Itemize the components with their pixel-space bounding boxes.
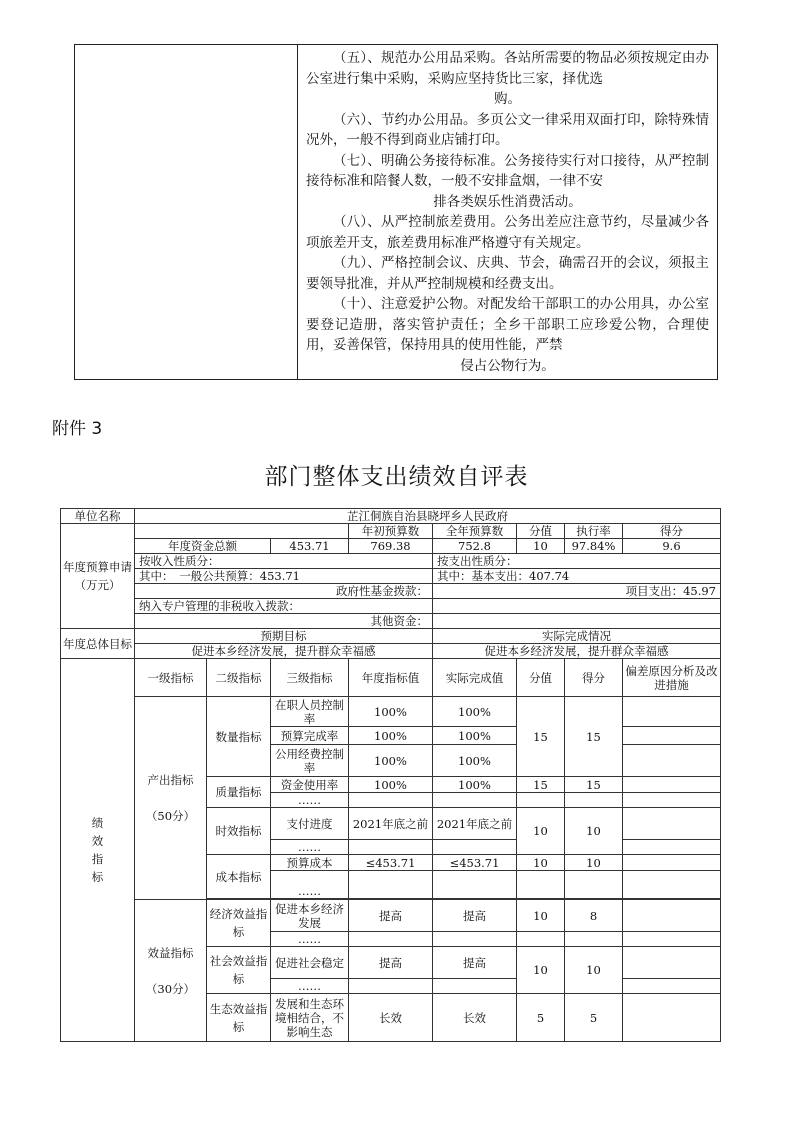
measure-10: （十）、注意爱护公物。对配发给干部职工的办公用具，办公室要登记造册，落实管护责任；全乡干部职工应珍爱公物，合理使用，妥善保管，保持用具的使用性能，严禁 xyxy=(306,296,709,353)
social-score-value: 10 xyxy=(517,947,565,994)
budget-header-blank xyxy=(135,524,349,539)
measure-9: （九）、严格控制会议、庆典、节会，确需召开的会议，须报主要领导批准，并从严控制规模和经费支出。 xyxy=(306,255,709,292)
ind-social-target: 提高 xyxy=(349,947,433,979)
ind-eco-actual: 长效 xyxy=(433,994,517,1042)
ih-score-value: 分值 xyxy=(517,659,565,697)
ind-budget-actual: 100% xyxy=(433,727,517,745)
ind-budget-rate: 预算完成率 xyxy=(271,727,349,745)
dev-1 xyxy=(623,697,721,727)
measure-5: （五）、规范办公用品采购。各站所需要的物品必须按规定由办公室进行集中采购，采购应坚持货比三家，择优选 xyxy=(306,50,709,87)
cell-q-1 xyxy=(349,793,433,808)
dev-12 xyxy=(623,947,721,979)
cell-s-1 xyxy=(349,979,433,994)
blank-b xyxy=(433,614,721,629)
dev-5 xyxy=(623,793,721,808)
ind-social-actual: 提高 xyxy=(433,947,517,979)
ind-fund-usage: 资金使用率 xyxy=(271,777,349,793)
social-score: 10 xyxy=(565,947,623,994)
economic-score: 8 xyxy=(565,900,623,932)
cell-c-4 xyxy=(565,871,623,899)
ind-cost-actual: ≤453.71 xyxy=(433,855,517,871)
goal-actual: 促进本乡经济发展，提升群众幸福感 xyxy=(433,644,721,659)
measure-7: （七）、明确公务接待标准。公务接待实行对口接待，从严控制接待标准和陪餐人数，一般不安排盒烟，一律不安 xyxy=(306,152,709,189)
measure-6: （六）、节约办公用品。多页公文一律采用双面打印，除特殊情况外，一般不得到商业店铺打印。 xyxy=(306,111,709,148)
dev-11 xyxy=(623,932,721,947)
cost-indicator: 成本指标 xyxy=(207,855,271,899)
quantity-score-value: 15 xyxy=(517,697,565,777)
goal-label: 年度总体目标 xyxy=(61,629,135,659)
budget-label: 年度预算申请（万元） xyxy=(61,524,135,629)
cell-c-2 xyxy=(433,871,517,899)
quality-indicator: 质量指标 xyxy=(207,777,271,808)
ind-economic-actual: 提高 xyxy=(433,900,517,932)
ind-eco-target: 长效 xyxy=(349,994,433,1042)
ind-fund-actual: 100% xyxy=(433,777,517,793)
dev-6 xyxy=(623,808,721,840)
eco-score-value: 5 xyxy=(517,994,565,1042)
dev-10 xyxy=(623,900,721,932)
ind-payment-actual: 2021年底之前 xyxy=(433,808,517,840)
ind-public-target: 100% xyxy=(349,745,433,777)
form-title: 部门整体支出绩效自评表 xyxy=(264,464,529,490)
ind-quality-more: …… xyxy=(271,793,349,808)
ih-level1: 一级指标 xyxy=(135,659,207,697)
goal-expected-header: 预期目标 xyxy=(135,629,433,644)
expense-project: 项目支出：45.97 xyxy=(433,584,721,599)
ih-target: 年度指标值 xyxy=(349,659,433,697)
ind-economic: 促进本乡经济发展 xyxy=(271,900,349,932)
total-rate: 97.84% xyxy=(565,539,623,554)
cell-s-2 xyxy=(433,979,517,994)
by-income-label: 按收入性质分： xyxy=(135,554,433,569)
unit-label: 单位名称 xyxy=(61,509,135,524)
total-funds-label: 年度资金总额 xyxy=(135,539,271,554)
ind-cost-more: …… xyxy=(271,871,349,899)
by-expense-label: 按支出性质分： xyxy=(433,554,721,569)
hdr-full-year-budget: 全年预算数 xyxy=(433,524,517,539)
cell-q-2 xyxy=(433,793,517,808)
ind-staff-control: 在职人员控制率 xyxy=(271,697,349,727)
cost-score-value: 10 xyxy=(517,855,565,871)
ih-actual: 实际完成值 xyxy=(433,659,517,697)
ih-level2: 二级指标 xyxy=(207,659,271,697)
dev-2 xyxy=(623,727,721,745)
dev-8 xyxy=(623,855,721,871)
measure-10-end: 侵占公物行为。 xyxy=(460,357,555,374)
cell-c-1 xyxy=(349,871,433,899)
ih-score: 得分 xyxy=(565,659,623,697)
total-exec: 752.8 xyxy=(433,539,517,554)
cell-e-3 xyxy=(517,932,565,947)
cell-c-3 xyxy=(517,871,565,899)
ind-payment-target: 2021年底之前 xyxy=(349,808,433,840)
dev-13 xyxy=(623,979,721,994)
timeliness-score-value: 10 xyxy=(517,808,565,855)
cell-t-1 xyxy=(349,840,433,855)
hdr-score: 得分 xyxy=(623,524,721,539)
hdr-initial-budget: 年初预算数 xyxy=(349,524,433,539)
ind-staff-target: 100% xyxy=(349,697,433,727)
measures-left-cell xyxy=(75,45,298,380)
timeliness-score: 10 xyxy=(565,808,623,855)
quantity-indicator: 数量指标 xyxy=(207,697,271,777)
dev-7 xyxy=(623,840,721,855)
social-indicator: 社会效益指标 xyxy=(207,947,271,994)
unit-value: 芷江侗族自治县晓坪乡人民政府 xyxy=(135,509,721,524)
ind-public-actual: 100% xyxy=(433,745,517,777)
dev-9 xyxy=(623,871,721,899)
income-general: 其中： 一般公共预算：453.71 xyxy=(135,569,433,584)
economic-score-value: 10 xyxy=(517,900,565,932)
expense-basic: 其中：基本支出：407.74 xyxy=(433,569,721,584)
economic-indicator: 经济效益指标 xyxy=(207,900,271,947)
perf-label: 绩效指标 xyxy=(61,659,135,1042)
cell-q-3 xyxy=(517,793,565,808)
quality-score-value: 15 xyxy=(517,777,565,793)
ih-deviation: 偏差原因分析及改进措施 xyxy=(623,659,721,697)
income-nontax: 纳入专户管理的非税收入拨款： xyxy=(135,599,433,614)
ecological-indicator: 生态效益指标 xyxy=(207,994,271,1042)
goal-actual-header: 实际完成情况 xyxy=(433,629,721,644)
attachment-label: 附件 3 xyxy=(52,419,103,439)
total-score-value: 10 xyxy=(517,539,565,554)
ind-staff-actual: 100% xyxy=(433,697,517,727)
cell-q-4 xyxy=(565,793,623,808)
ind-ecological: 发展和生态环境相结合，不影响生态 xyxy=(271,994,349,1042)
quantity-score: 15 xyxy=(565,697,623,777)
income-other: 其他资金： xyxy=(135,614,433,629)
measure-8: （八）、从严控制旅差费用。公务出差应注意节约，尽量减少各项旅差开支，旅差费用标准严格遵守有关规定。 xyxy=(306,214,709,251)
eco-score: 5 xyxy=(565,994,623,1042)
measure-5-end: 购。 xyxy=(494,91,521,107)
measure-7-end: 排各类娱乐性消费活动。 xyxy=(433,193,582,210)
ind-fund-target: 100% xyxy=(349,777,433,793)
ind-time-more: …… xyxy=(271,840,349,855)
quality-score: 15 xyxy=(565,777,623,793)
dev-4 xyxy=(623,777,721,793)
ih-level3: 三级指标 xyxy=(271,659,349,697)
total-full: 769.38 xyxy=(349,539,433,554)
output-indicator: 产出指标 （50分） xyxy=(135,697,207,900)
hdr-score-value: 分值 xyxy=(517,524,565,539)
cost-score: 10 xyxy=(565,855,623,871)
ind-budget-cost: 预算成本 xyxy=(271,855,349,871)
income-fund: 政府性基金拨款： xyxy=(135,584,433,599)
dev-14 xyxy=(623,994,721,1042)
ind-social: 促进社会稳定 xyxy=(271,947,349,979)
goal-expected: 促进本乡经济发展，提升群众幸福感 xyxy=(135,644,433,659)
cell-e-1 xyxy=(349,932,433,947)
timeliness-indicator: 时效指标 xyxy=(207,808,271,855)
dev-3 xyxy=(623,745,721,777)
ind-public-control: 公用经费控制率 xyxy=(271,745,349,777)
benefit-indicator: 效益指标 （30分） xyxy=(135,900,207,1042)
ind-cost-target: ≤453.71 xyxy=(349,855,433,871)
cell-t-2 xyxy=(433,840,517,855)
ind-payment-progress: 支付进度 xyxy=(271,808,349,840)
self-evaluation-table xyxy=(60,508,721,1042)
ind-social-more: …… xyxy=(271,979,349,994)
ind-economic-target: 提高 xyxy=(349,900,433,932)
total-initial: 453.71 xyxy=(271,539,349,554)
ind-budget-target: 100% xyxy=(349,727,433,745)
hdr-execution-rate: 执行率 xyxy=(565,524,623,539)
measures-table xyxy=(74,44,718,380)
cell-e-4 xyxy=(565,932,623,947)
measures-text-cell xyxy=(298,45,718,380)
ind-econ-more: …… xyxy=(271,932,349,947)
total-score: 9.6 xyxy=(623,539,721,554)
blank-a xyxy=(433,599,721,614)
cell-e-2 xyxy=(433,932,517,947)
